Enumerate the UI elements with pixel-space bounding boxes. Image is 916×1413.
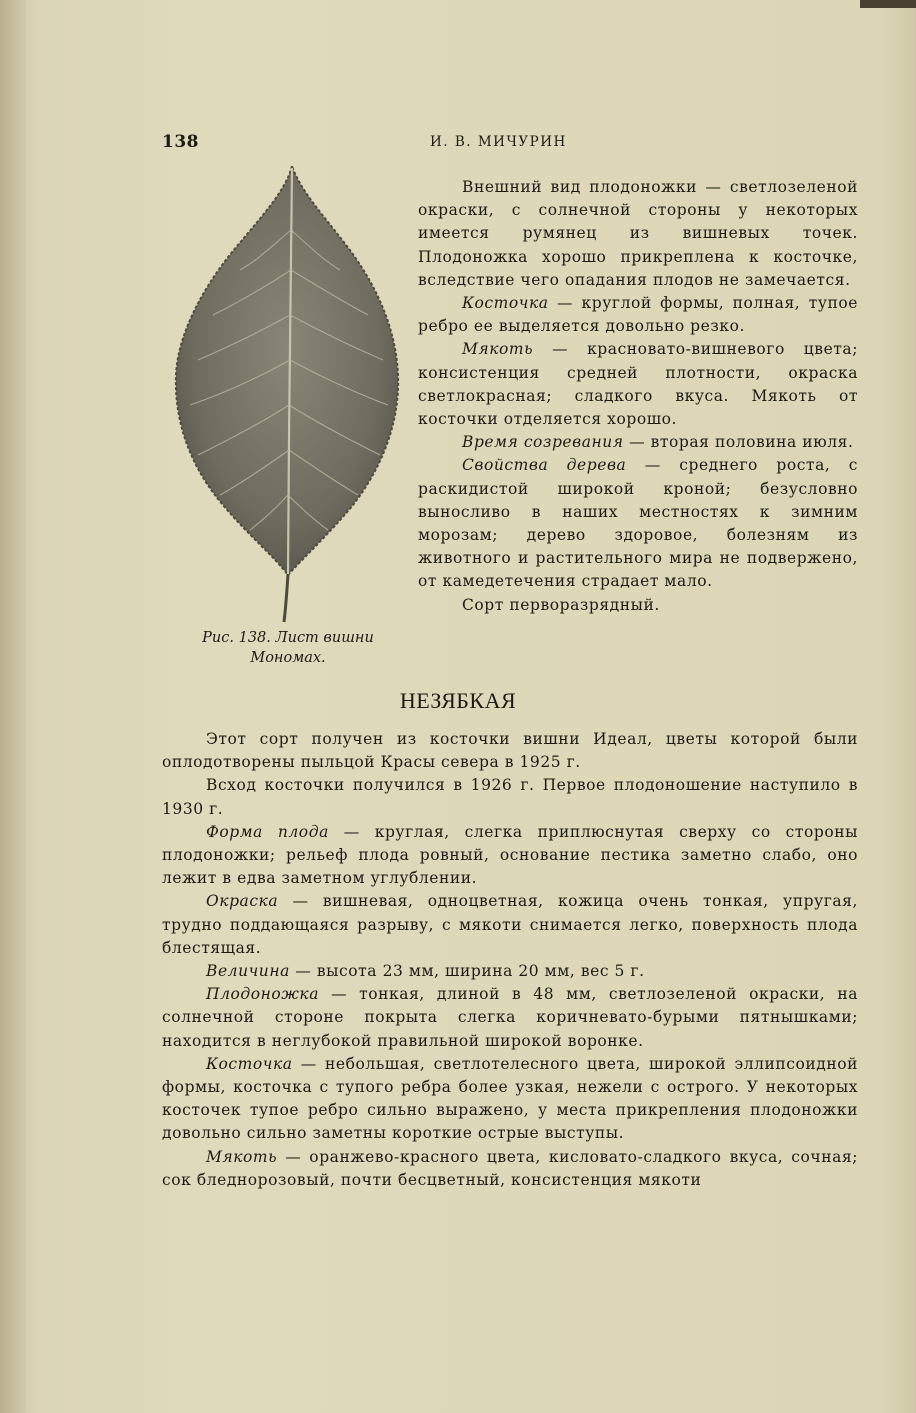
paragraph: Мякоть — красновато-вишневого цвета; консистенция средней плотности, окраска светлокрасная; сладкого вкуса. Мякоть от косточки отделяется хорошо. (418, 340, 858, 429)
term: Плодоножка (206, 985, 320, 1004)
paragraph: Косточка — круглой формы, полная, тупое ребро ее выделяется довольно резко. (418, 294, 858, 336)
page-corner-shadow (860, 0, 916, 8)
term: Свойства дерева (462, 456, 627, 475)
right-column-text (418, 176, 858, 617)
paragraph: Форма плода — круглая, слегка приплюснутая сверху со стороны плодоножки; рельеф плода ровный, основание пестика заметно слабо, оно лежит в едва заметном углублении. (162, 822, 858, 888)
cherry-leaf-illustration (168, 160, 408, 630)
caption-line-2: Мономах. (250, 650, 326, 666)
term: Мякоть (462, 340, 534, 359)
term: Окраска (206, 892, 279, 911)
paragraph: Величина — высота 23 мм, ширина 20 мм, вес 5 г. (206, 962, 645, 981)
paragraph: Мякоть — оранжево-красного цвета, кисловато-сладкого вкуса, сочная; сок бледнорозовый, почти бесцветный, консистенция мякоти (162, 1147, 858, 1189)
paragraph: Внешний вид плодоножки — светлозеленой окраски, с солнечной стороны у некоторых имеется румянец из вишневых точек. Плодоножка хорошо прикреплена к косточке, вследствие чего опадания плодов не замечается. (418, 178, 858, 289)
paragraph: Свойства дерева — среднего роста, с раскидистой широкой кроной; безусловно выносливо в наших местностях к зимним морозам; дерево здоровое, болезням из животного и растительного мира не подвержено, от камедетечения страдает мало. (418, 456, 858, 591)
paragraph: Плодоножка — тонкая, длиной в 48 мм, светлозеленой окраски, на солнечной стороне покрыта слегка коричневато-бурыми пятнышками; находится в неглубокой правильной широкой воронке. (162, 985, 858, 1050)
term: Время созревания (462, 433, 624, 452)
running-title: И. В. МИЧУРИН (430, 134, 567, 150)
leaf-stem (284, 574, 288, 622)
caption-line-1: Рис. 138. Лист вишни (202, 630, 374, 646)
leaf-figure (168, 160, 408, 680)
paragraph: Этот сорт получен из косточки вишни Идеал, цветы которой были оплодотворены пыльцой Красы севера в 1925 г. (162, 730, 858, 772)
term: Форма плода (206, 822, 329, 841)
section-title: НЕЗЯБКАЯ (399, 688, 517, 713)
running-header (162, 132, 862, 156)
term: Косточка (462, 294, 549, 313)
paragraph: Время созревания — вторая половина июля. (462, 433, 854, 452)
paragraph: Окраска — вишневая, одноцветная, кожица очень тонкая, упругая, трудно поддающаяся разрыву, с мякоти снимается легко, поверхность плода блестящая. (162, 892, 858, 957)
page-number: 138 (162, 132, 199, 152)
leaf-blade (176, 166, 398, 575)
term: Косточка (206, 1054, 293, 1073)
term: Мякоть (206, 1147, 278, 1166)
main-text (162, 728, 858, 1192)
paragraph: Всход косточки получился в 1926 г. Первое плодоношение наступило в 1930 г. (162, 776, 858, 818)
figure-caption (168, 628, 408, 668)
paragraph: Сорт перворазрядный. (462, 595, 660, 614)
term: Величина (206, 962, 290, 981)
paragraph: Косточка — небольшая, светлотелесного цвета, широкой эллипсоидной формы, косточка с тупого ребра более узкая, нежели с острого. У некоторых косточек тупое ребро сильно выражено, у места прикрепления плодоножки довольно сильно заметны короткие острые выступы. (162, 1054, 858, 1143)
